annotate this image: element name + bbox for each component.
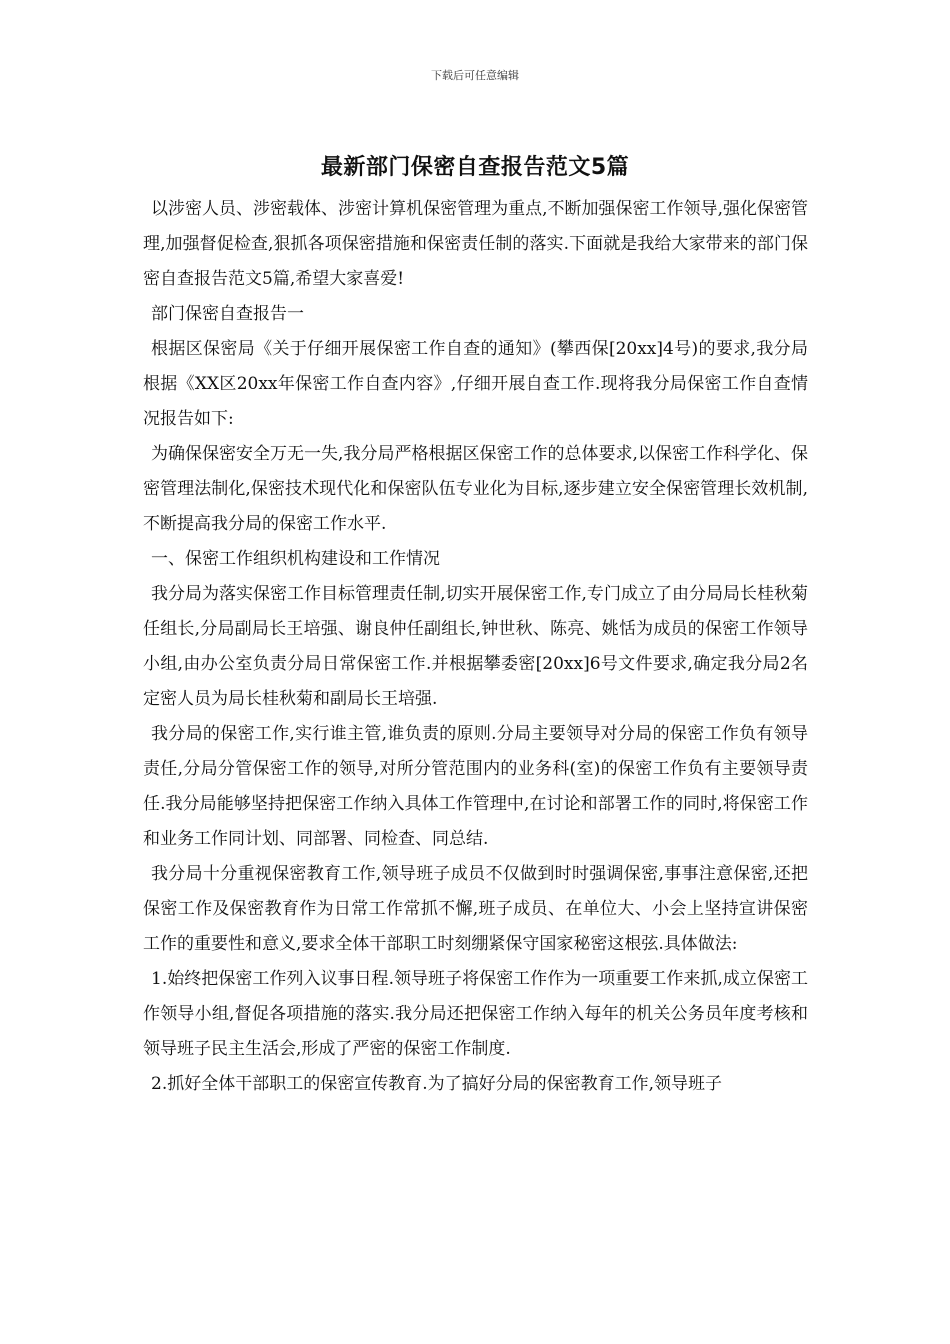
- paragraph: 为确保保密安全万无一失,我分局严格根据区保密工作的总体要求,以保密工作科学化、保密管理法制化,保密技术现代化和保密队伍专业化为目标,逐步建立安全保密管理长效机制,不断提高我分局的保密工作水平.: [143, 444, 808, 534]
- section-heading: 一、保密工作组织机构建设和工作情况: [151, 549, 440, 569]
- paragraph: 我分局的保密工作,实行谁主管,谁负责的原则.分局主要领导对分局的保密工作负有领导责任,分局分管保密工作的领导,对所分管范围内的业务科(室)的保密工作负有主要领导责任.我分局能够坚持把保密工作纳入具体工作管理中,在讨论和部署工作的同时,将保密工作和业务工作同计划、同部署、同检查、同总结.: [143, 724, 808, 849]
- paragraph: 我分局十分重视保密教育工作,领导班子成员不仅做到时时强调保密,事事注意保密,还把保密工作及保密教育作为日常工作常抓不懈,班子成员、在单位大、小会上坚持宣讲保密工作的重要性和意义,要求全体干部职工时刻绷紧保守国家秘密这根弦.具体做法:: [143, 864, 808, 954]
- paragraph: 根据区保密局《关于仔细开展保密工作自查的通知》(攀西保[20xx]4号)的要求,我分局根据《XX区20xx年保密工作自查内容》,仔细开展自查工作.现将我分局保密工作自查情况报告如下:: [143, 339, 808, 429]
- list-item: 1.始终把保密工作列入议事日程.领导班子将保密工作作为一项重要工作来抓,成立保密工作领导小组,督促各项措施的落实.我分局还把保密工作纳入每年的机关公务员年度考核和领导班子民主生活会,形成了严密的保密工作制度.: [143, 969, 808, 1059]
- document-body: [143, 192, 808, 1102]
- paragraph: 以涉密人员、涉密载体、涉密计算机保密管理为重点,不断加强保密工作领导,强化保密管理,加强督促检查,狠抓各项保密措施和保密责任制的落实.下面就是我给大家带来的部门保密自查报告范文5篇,希望大家喜爱!: [143, 199, 808, 289]
- section-heading: 部门保密自查报告一: [151, 304, 304, 324]
- paragraph: 我分局为落实保密工作目标管理责任制,切实开展保密工作,专门成立了由分局局长桂秋菊任组长,分局副局长王培强、谢良仲任副组长,钟世秋、陈亮、姚恬为成员的保密工作领导小组,由办公室负责分局日常保密工作.并根据攀委密[20xx]6号文件要求,确定我分局2名定密人员为局长桂秋菊和副局长王培强.: [143, 584, 808, 709]
- list-item: 2.抓好全体干部职工的保密宣传教育.为了搞好分局的保密教育工作,领导班子: [151, 1074, 723, 1094]
- document-title: 最新部门保密自查报告范文5篇: [320, 155, 630, 180]
- page-header: 下载后可任意编辑: [431, 69, 519, 82]
